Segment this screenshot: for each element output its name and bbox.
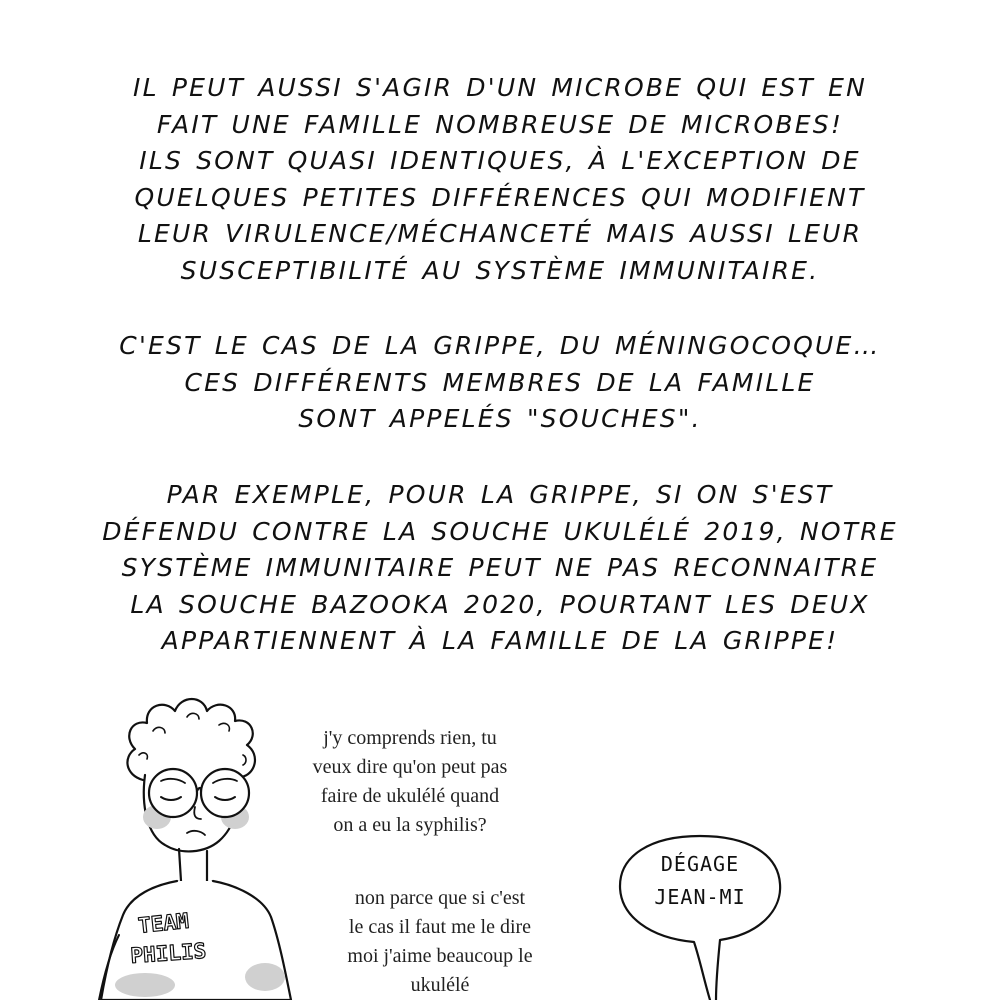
narration-line: LEUR VIRULENCE/MÉCHANCETÉ MAIS AUSSI LEUR xyxy=(137,219,863,248)
narration-line: CES DIFFÉRENTS MEMBRES DE LA FAMILLE xyxy=(184,367,816,397)
narration-line: SYSTÈME IMMUNITAIRE PEUT NE PAS RECONNAITRE xyxy=(121,553,879,582)
narration-line: APPARTIENNENT À LA FAMILLE DE LA GRIPPE! xyxy=(161,626,839,655)
speech-line: non parce que si c'est xyxy=(354,887,526,909)
narration-line: PAR EXEMPLE, POUR LA GRIPPE, SI ON S'EST xyxy=(166,480,834,509)
shirt-text-philis: PHILIS xyxy=(129,938,208,968)
narration-paragraph-2 xyxy=(60,328,940,438)
speech-line: faire de ukulélé quand xyxy=(320,785,500,807)
glasses-lens-right xyxy=(201,769,249,817)
speech-bubble-text xyxy=(625,848,775,914)
curly-hair xyxy=(127,699,255,780)
bubble-line: DÉGAGE xyxy=(660,852,740,876)
speech-text-1 xyxy=(265,724,555,840)
speech-line: le cas il faut me le dire xyxy=(348,916,532,938)
glasses-lens-left xyxy=(149,769,197,817)
narration-line: SONT APPELÉS "SOUCHES". xyxy=(298,404,702,433)
speech-line: moi j'aime beaucoup le xyxy=(347,945,533,967)
speech-line: on a eu la syphilis? xyxy=(333,814,487,836)
narration-line: C'EST LE CAS DE LA GRIPPE, DU MÉNINGOCOQUE… xyxy=(119,331,881,360)
shirt-shading xyxy=(115,973,175,997)
narration-paragraph-3 xyxy=(60,477,940,660)
bubble-line: JEAN-MI xyxy=(654,885,746,909)
narration-line: LA SOUCHE BAZOOKA 2020, POURTANT LES DEUX xyxy=(130,589,870,619)
speech-line: veux dire qu'on peut pas xyxy=(312,756,508,778)
narration-line: ILS SONT QUASI IDENTIQUES, À L'EXCEPTION DE xyxy=(139,146,861,175)
narration-line: DÉFENDU CONTRE LA SOUCHE UKULÉLÉ 2019, NOTRE xyxy=(102,516,898,546)
shirt-shading xyxy=(245,963,285,991)
narration-paragraph-1 xyxy=(60,70,940,289)
narration-line: IL PEUT AUSSI S'AGIR D'UN MICROBE QUI EST EN xyxy=(133,73,867,102)
neck xyxy=(179,849,207,881)
narration-line: QUELQUES PETITES DIFFÉRENCES QUI MODIFIENT xyxy=(134,182,866,212)
speech-line: ukulélé xyxy=(410,974,470,996)
speech-line: j'y comprends rien, tu xyxy=(323,727,497,749)
narration-line: SUSCEPTIBILITÉ AU SYSTÈME IMMUNITAIRE. xyxy=(180,255,820,285)
shirt-text-team: TEAM xyxy=(137,908,190,938)
narration-line: FAIT UNE FAMILLE NOMBREUSE DE MICROBES! xyxy=(156,109,844,139)
speech-text-2 xyxy=(300,884,580,1000)
